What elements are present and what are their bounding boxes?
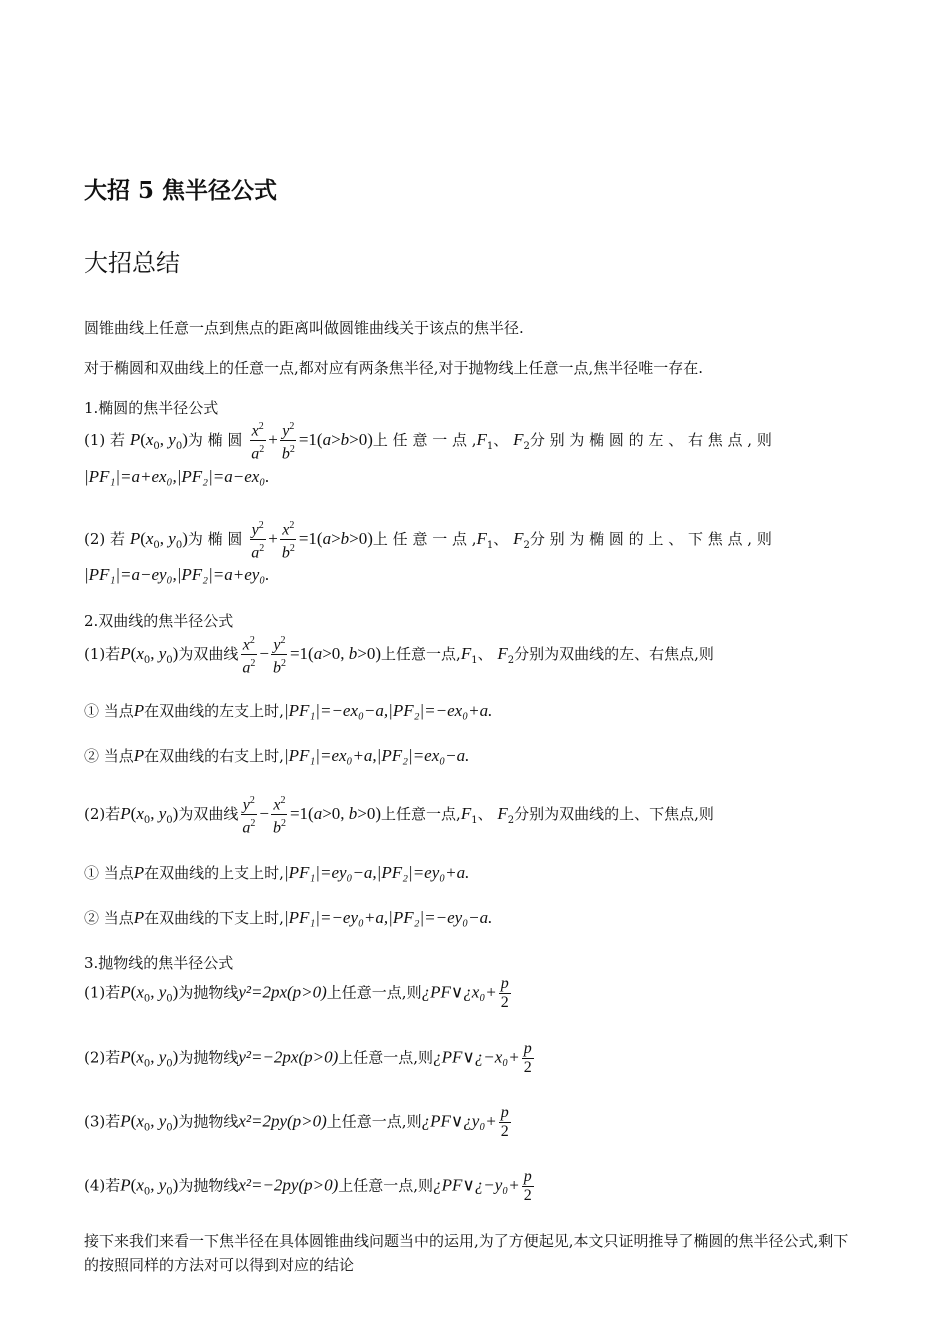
- item-prefix: ① 当点: [84, 864, 134, 882]
- ellipse-result-2: |PF₁|=a−ey₀,|PF₂|=a+ey₀.: [84, 565, 270, 584]
- item-prefix: ① 当点: [84, 702, 134, 720]
- intro-paragraph-1: 圆锥曲线上任意一点到焦点的距离叫做圆锥曲线关于该点的焦半径.: [84, 319, 524, 337]
- fraction-p-2: $\frac{p}{2}$: [523, 1040, 532, 1076]
- fraction-y2-a2: $\frac{y^2}{a^2}$: [249, 517, 266, 563]
- item-result: |PF₁|=−ex₀−a,|PF₂|=−ex₀+a.: [283, 701, 493, 720]
- item-text: 在双曲线的上支上时,: [144, 864, 284, 882]
- parabola-heading: 3.抛物线的焦半径公式: [84, 954, 234, 972]
- intro-paragraph-2: 对于椭圆和双曲线上的任意一点,都对应有两条焦半径,对于抛物线上任意一点,焦半径唯一存在.: [84, 359, 704, 377]
- case-tail: 分别为双曲线的左、右焦点,则: [514, 644, 714, 663]
- closing-paragraph: 接下来我们来看一下焦半径在具体圆锥曲线问题当中的运用,为了方便起见,本文只证明推导了椭圆的焦半径公式,剩下的按照同样的方法对可以得到对应的结论: [84, 1232, 849, 1274]
- hyperbola-heading: 2.双曲线的焦半径公式: [84, 612, 234, 630]
- case-mid: 上任意一点,: [381, 644, 461, 663]
- parabola-case-3: (3)若$P(x_0$, $y_0$)为抛物线x²=2py(p>0)上任意一点,则¿PF∨¿y₀+ $\frac{p}{2}$: [84, 1104, 509, 1140]
- case-tail: 分别为双曲线的上、下焦点,则: [514, 804, 714, 823]
- fraction-y2-b2: $\frac{y^2}{b^2}$: [280, 418, 297, 464]
- separator: 、: [477, 804, 493, 823]
- case-prefix: (1) 若: [84, 430, 126, 449]
- parabola-case-4: (4)若$P(x_0$, $y_0$)为抛物线x²=−2py(p>0)上任意一点,则¿PF∨¿−y₀+ $\frac{p}{2}$: [84, 1168, 532, 1204]
- item-prefix: ② 当点: [84, 747, 134, 765]
- case-is: 为抛物线: [178, 1112, 239, 1131]
- case-mid: 上任意一点,则: [326, 1112, 422, 1131]
- case-tail: 分 别 为 椭 圆 的 左 、 右 焦 点 , 则: [529, 430, 772, 449]
- hyperbola-case-1: (1)若$P(x_0$, $y_0$)为双曲线 $\frac{x^2}{a^2}$ − $\frac{y^2}{b^2}$ =1(a>0, b>0)上任意一点$,F_1$、 $F_2$分别为双曲线的左、右焦点,则: [84, 632, 854, 678]
- case-result: ¿PF∨¿y₀+: [421, 1111, 497, 1131]
- fraction-p-2: $\frac{p}{2}$: [500, 975, 509, 1011]
- fraction-x2-b2: $\frac{x^2}{b^2}$: [280, 517, 297, 563]
- parabola-equation: x²=2py(p>0): [238, 1111, 327, 1131]
- case-is: 为双曲线: [178, 644, 239, 663]
- item-result: |PF₁|=ey₀−a,|PF₂|=ey₀+a.: [283, 863, 470, 882]
- case-prefix: (2)若: [84, 1048, 121, 1067]
- item-text: 在双曲线的右支上时,: [144, 747, 284, 765]
- item-text: 在双曲线的下支上时,: [144, 909, 284, 927]
- separator: 、: [493, 430, 509, 449]
- fraction-p-2: $\frac{p}{2}$: [523, 1168, 532, 1204]
- item-result: |PF₁|=−ey₀+a,|PF₂|=−ey₀−a.: [283, 908, 493, 927]
- section-subtitle: 大招总结: [84, 249, 180, 277]
- hyperbola-case-2: (2)若$P(x_0$, $y_0$)为双曲线 $\frac{y^2}{a^2}$ − $\frac{x^2}{b^2}$ =1(a>0, b>0)上任意一点$,F_1$、 $F_2$分别为双曲线的上、下焦点,则: [84, 792, 854, 838]
- fraction-y2-a2: $\frac{y^2}{a^2}$: [240, 792, 257, 838]
- case-mid: 上 任 意 一 点 ,: [372, 430, 477, 449]
- ellipse-result-1: |PF₁|=a+ex₀,|PF₂|=a−ex₀.: [84, 467, 270, 486]
- case-result: ¿PF∨¿−y₀+: [433, 1175, 520, 1195]
- case-prefix: (1)若: [84, 644, 121, 663]
- fraction-y2-b2: $\frac{y^2}{b^2}$: [271, 632, 288, 678]
- case-mid: 上任意一点,: [381, 804, 461, 823]
- case-is: 为抛物线: [178, 983, 239, 1002]
- hyperbola-upper-branch: ① 当点P在双曲线的上支上时,|PF₁|=ey₀−a,|PF₂|=ey₀+a.: [84, 863, 470, 882]
- separator: 、: [477, 644, 493, 663]
- case-prefix: (1)若: [84, 983, 121, 1002]
- case-result: ¿PF∨¿x₀+: [421, 982, 497, 1002]
- case-mid: 上任意一点,则: [338, 1176, 434, 1195]
- case-mid: 上任意一点,则: [326, 983, 422, 1002]
- ellipse-case-2: (2) 若 $P(x_0$, $y_0$)为 椭 圆 $\frac{y^2}{a^2}$ + $\frac{x^2}{b^2}$ =1(a>b>0)上 任 意 一 点 $,F_1$、 $F_2$分 别 为 椭 圆 的 上 、 下 焦 点 , 则: [84, 517, 854, 563]
- ellipse-case-1: (1) 若 $P(x_0$, $y_0$)为 椭 圆 $\frac{x^2}{a^2}$ + $\frac{y^2}{b^2}$ =1(a>b>0)上 任 意 一 点 $,F_1$、 $F_2$分 别 为 椭 圆 的 左 、 右 焦 点 , 则: [84, 418, 854, 464]
- fraction-p-2: $\frac{p}{2}$: [500, 1104, 509, 1140]
- hyperbola-right-branch: ② 当点P在双曲线的右支上时,|PF₁|=ex₀+a,|PF₂|=ex₀−a.: [84, 746, 470, 765]
- separator: 、: [493, 529, 509, 548]
- hyperbola-left-branch: ① 当点P在双曲线的左支上时,|PF₁|=−ex₀−a,|PF₂|=−ex₀+a.: [84, 701, 493, 720]
- parabola-equation: x²=−2py(p>0): [238, 1175, 339, 1195]
- item-prefix: ② 当点: [84, 909, 134, 927]
- parabola-equation: y²=2px(p>0): [238, 982, 327, 1002]
- case-is: 为 椭 圆: [187, 430, 243, 449]
- case-mid: 上 任 意 一 点 ,: [372, 529, 477, 548]
- parabola-case-2: (2)若$P(x_0$, $y_0$)为抛物线y²=−2px(p>0)上任意一点,则¿PF∨¿−x₀+ $\frac{p}{2}$: [84, 1040, 532, 1076]
- parabola-equation: y²=−2px(p>0): [238, 1047, 339, 1067]
- case-tail: 分 别 为 椭 圆 的 上 、 下 焦 点 , 则: [529, 529, 772, 548]
- case-prefix: (3)若: [84, 1112, 121, 1131]
- case-prefix: (2) 若: [84, 529, 126, 548]
- fraction-x2-a2: $\frac{x^2}{a^2}$: [249, 418, 266, 464]
- case-prefix: (2)若: [84, 804, 121, 823]
- page-title: 大招 5 焦半径公式: [84, 177, 278, 204]
- fraction-x2-a2: $\frac{x^2}{a^2}$: [240, 632, 257, 678]
- ellipse-heading: 1.椭圆的焦半径公式: [84, 399, 219, 417]
- case-mid: 上任意一点,则: [338, 1048, 434, 1067]
- item-result: |PF₁|=ex₀+a,|PF₂|=ex₀−a.: [283, 746, 470, 765]
- case-is: 为抛物线: [178, 1048, 239, 1067]
- fraction-x2-b2: $\frac{x^2}{b^2}$: [271, 792, 288, 838]
- hyperbola-lower-branch: ② 当点P在双曲线的下支上时,|PF₁|=−ey₀+a,|PF₂|=−ey₀−a.: [84, 908, 493, 927]
- item-text: 在双曲线的左支上时,: [144, 702, 284, 720]
- case-prefix: (4)若: [84, 1176, 121, 1195]
- case-is: 为抛物线: [178, 1176, 239, 1195]
- case-is: 为 椭 圆: [187, 529, 243, 548]
- parabola-case-1: (1)若$P(x_0$, $y_0$)为抛物线y²=2px(p>0)上任意一点,则¿PF∨¿x₀+ $\frac{p}{2}$: [84, 975, 509, 1011]
- case-is: 为双曲线: [178, 804, 239, 823]
- case-result: ¿PF∨¿−x₀+: [433, 1047, 520, 1067]
